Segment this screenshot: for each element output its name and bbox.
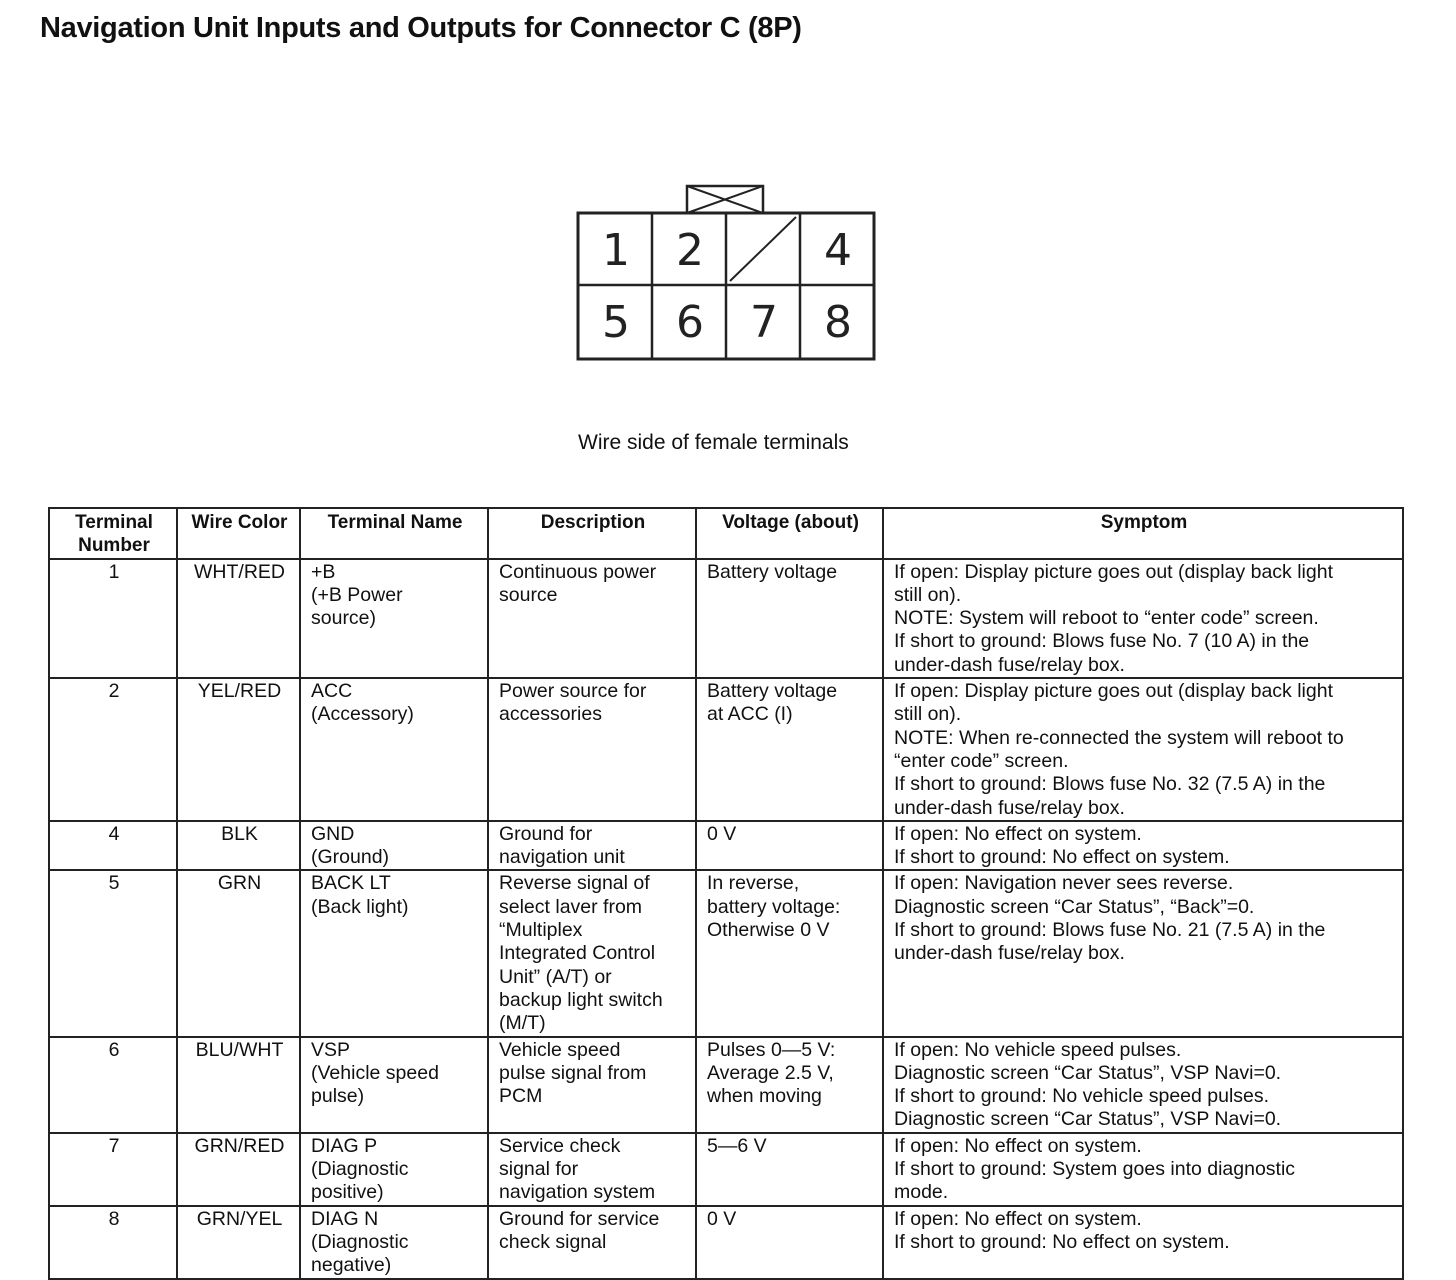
cell-description: Power source for accessories: [488, 678, 696, 821]
cell-symptom: If open: No effect on system. If short to ground: No effect on system.: [883, 821, 1403, 871]
cell-terminal: 8: [49, 1206, 177, 1279]
cell-wire-color: GRN: [177, 870, 300, 1036]
page-title: Navigation Unit Inputs and Outputs for Connector C (8P): [40, 12, 802, 44]
header-voltage: Voltage (about): [696, 508, 883, 559]
cell-wire-color: GRN/YEL: [177, 1206, 300, 1279]
pin-3-empty: [727, 214, 801, 286]
pin-4: 4: [824, 224, 852, 276]
table-header-row: [49, 508, 1403, 559]
cell-voltage: In reverse, battery voltage: Otherwise 0 V: [696, 870, 883, 1036]
header-symptom: Symptom: [883, 508, 1403, 559]
connector-caption: Wire side of female terminals: [578, 431, 849, 454]
table-row: [49, 870, 1403, 1036]
header-terminal-name: Terminal Name: [300, 508, 488, 559]
pin-2: 2: [676, 224, 704, 276]
cell-terminal: 5: [49, 870, 177, 1036]
cell-terminal-name: DIAG P (Diagnostic positive): [300, 1133, 488, 1206]
pin-8: 8: [824, 296, 852, 348]
table-row: [49, 1037, 1403, 1133]
cell-terminal-name: GND (Ground): [300, 821, 488, 871]
cell-symptom: If open: No effect on system. If short to ground: No effect on system.: [883, 1206, 1403, 1279]
cell-terminal: 6: [49, 1037, 177, 1133]
connector-diagram: [575, 184, 877, 362]
cell-description: Ground for navigation unit: [488, 821, 696, 871]
cell-voltage: 0 V: [696, 1206, 883, 1279]
table-row: [49, 559, 1403, 678]
cell-terminal-name: BACK LT (Back light): [300, 870, 488, 1036]
cell-voltage: Battery voltage at ACC (I): [696, 678, 883, 821]
cell-wire-color: YEL/RED: [177, 678, 300, 821]
header-description: Description: [488, 508, 696, 559]
table-row: [49, 678, 1403, 821]
cell-description: Service check signal for navigation system: [488, 1133, 696, 1206]
cell-terminal-name: DIAG N (Diagnostic negative): [300, 1206, 488, 1279]
cell-terminal: 4: [49, 821, 177, 871]
cell-wire-color: GRN/RED: [177, 1133, 300, 1206]
header-wire-color: Wire Color: [177, 508, 300, 559]
cell-terminal-name: ACC (Accessory): [300, 678, 488, 821]
cell-symptom: If open: No vehicle speed pulses. Diagnostic screen “Car Status”, VSP Navi=0. If short to ground: No vehicle speed pulses. Diagnostic screen “Car Status”, VSP Navi=0.: [883, 1037, 1403, 1133]
cell-wire-color: BLK: [177, 821, 300, 871]
cell-terminal-name: VSP (Vehicle speed pulse): [300, 1037, 488, 1133]
pin-7: 7: [750, 296, 778, 348]
cell-voltage: Pulses 0—5 V: Average 2.5 V, when moving: [696, 1037, 883, 1133]
pin-1: 1: [602, 224, 630, 276]
cell-terminal-name: +B (+B Power source): [300, 559, 488, 678]
cell-terminal: 1: [49, 559, 177, 678]
cell-description: Vehicle speed pulse signal from PCM: [488, 1037, 696, 1133]
cell-voltage: Battery voltage: [696, 559, 883, 678]
table-row: [49, 1133, 1403, 1206]
cell-terminal: 2: [49, 678, 177, 821]
cell-terminal: 7: [49, 1133, 177, 1206]
header-terminal-number: Terminal Number: [49, 508, 177, 559]
cell-voltage: 0 V: [696, 821, 883, 871]
cell-symptom: If open: No effect on system. If short to ground: System goes into diagnostic mode.: [883, 1133, 1403, 1206]
cell-description: Ground for service check signal: [488, 1206, 696, 1279]
pin-6: 6: [676, 296, 704, 348]
cell-symptom: If open: Display picture goes out (display back light still on). NOTE: System will reboot to “enter code” screen. If short to ground: Blows fuse No. 7 (10 A) in the under-dash fuse/relay box.: [883, 559, 1403, 678]
cell-wire-color: BLU/WHT: [177, 1037, 300, 1133]
cell-description: Reverse signal of select laver from “Multiplex Integrated Control Unit” (A/T) or backup light switch (M/T): [488, 870, 696, 1036]
table-row: [49, 1206, 1403, 1279]
io-table: [48, 507, 1404, 1280]
cell-voltage: 5—6 V: [696, 1133, 883, 1206]
cell-symptom: If open: Navigation never sees reverse. Diagnostic screen “Car Status”, “Back”=0. If short to ground: Blows fuse No. 21 (7.5 A) in the under-dash fuse/relay box.: [883, 870, 1403, 1036]
cell-description: Continuous power source: [488, 559, 696, 678]
cell-symptom: If open: Display picture goes out (display back light still on). NOTE: When re-connected the system will reboot to “enter code” screen. If short to ground: Blows fuse No. 32 (7.5 A) in the under-dash fuse/relay box.: [883, 678, 1403, 821]
table-row: [49, 821, 1403, 871]
pin-5: 5: [602, 296, 630, 348]
cell-wire-color: WHT/RED: [177, 559, 300, 678]
